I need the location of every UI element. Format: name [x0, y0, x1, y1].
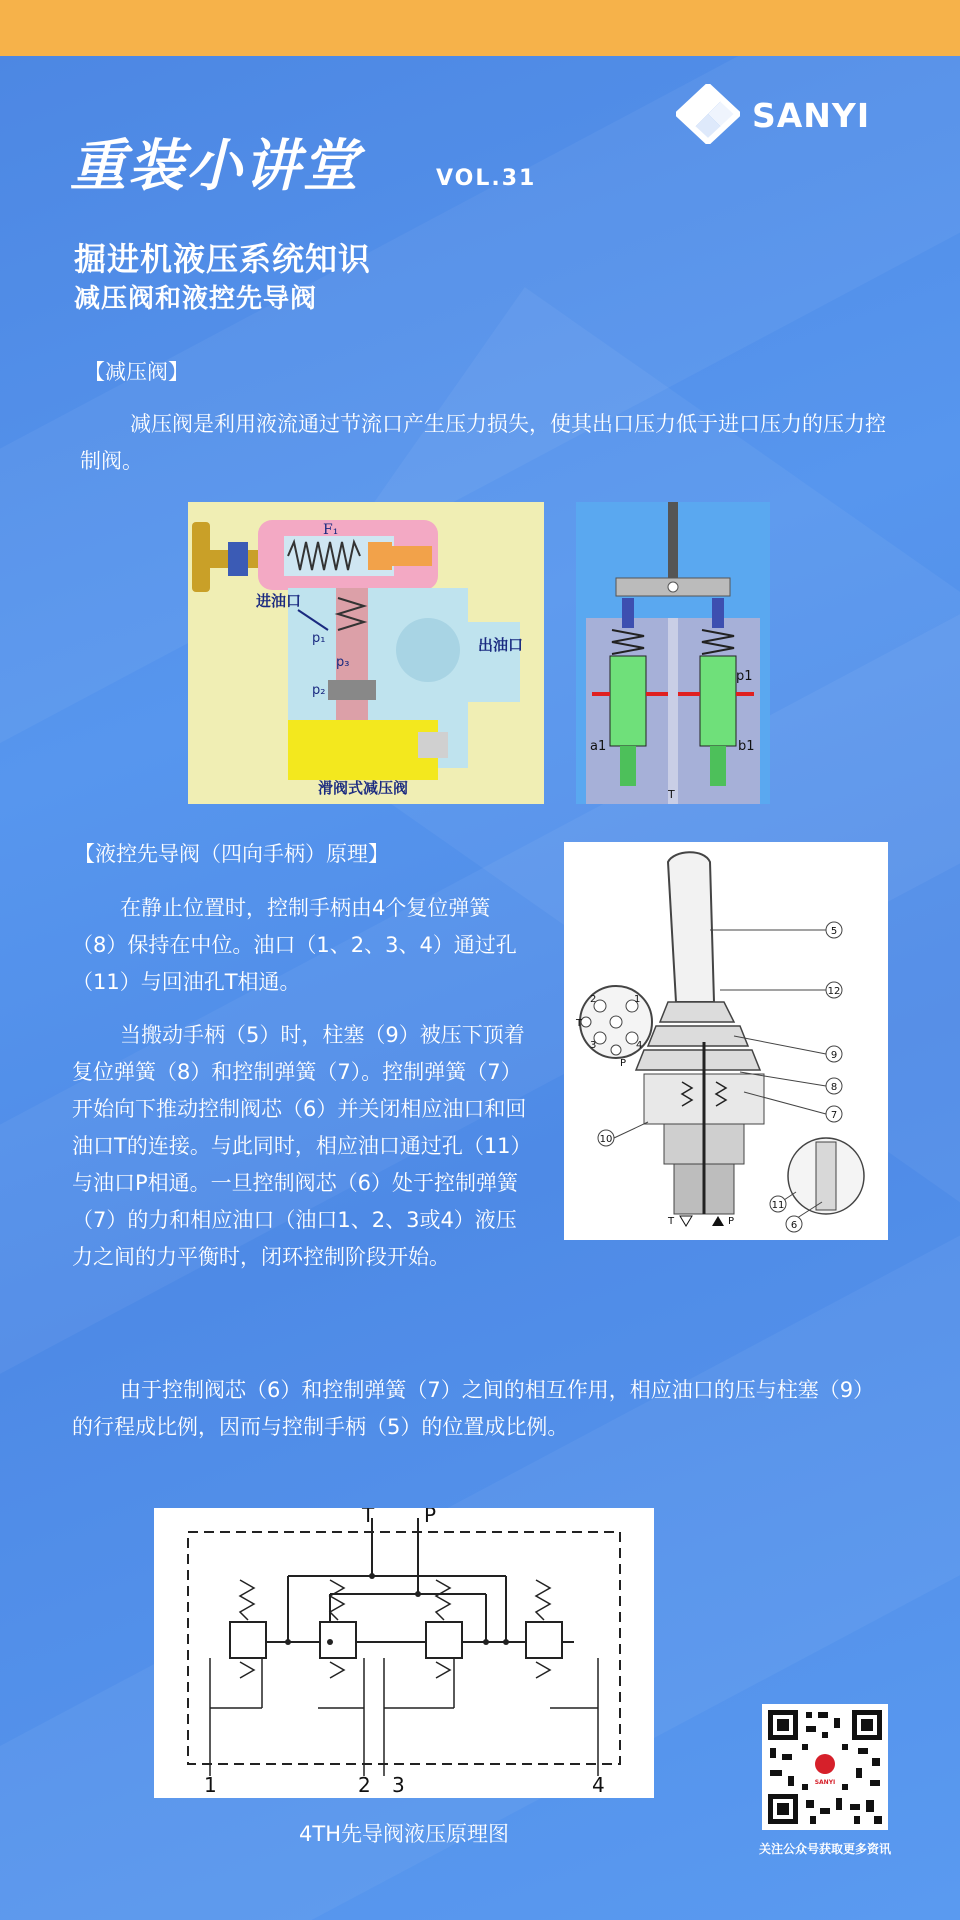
series-title: 重装小讲堂: [70, 134, 360, 199]
label-right-t: T: [668, 788, 675, 801]
label-inlet: 进油口: [256, 592, 302, 610]
sanyi-logo-icon: [676, 84, 740, 144]
section-heading-reducing-valve: 【减压阀】: [84, 360, 189, 384]
label-b1: b1: [738, 739, 755, 754]
qr-note: 关注公众号获取更多资讯: [758, 1842, 891, 1856]
label-outlet: 出油口: [478, 636, 524, 654]
top-accent-bar: [0, 0, 960, 56]
label-right-p1: p1: [736, 669, 753, 684]
port-label-p: P: [620, 1058, 627, 1069]
sanyi-logo: [676, 84, 886, 144]
volume-number: VOL.31: [436, 166, 537, 191]
callout-12: 12: [827, 986, 841, 997]
callout-10: 10: [599, 1134, 613, 1145]
section-heading-pilot-valve: 【液控先导阀（四向手柄）原理】: [74, 842, 389, 866]
schematic-caption: 4TH先导阀液压原理图: [299, 1822, 509, 1846]
spool-reducing-valve-diagram: [188, 502, 544, 804]
brand-name: SANYI: [752, 96, 871, 135]
schematic-label-t: T: [362, 1508, 375, 1527]
label-p1: p₁: [312, 631, 326, 646]
port-label-2: 2: [590, 994, 597, 1005]
callout-7: 7: [830, 1110, 838, 1121]
schematic-label-2: 2: [358, 1773, 371, 1797]
bottom-label-p: P: [728, 1216, 735, 1227]
reducing-valve-description: 减压阀是利用液流通过节流口产生压力损失，使其出口压力低于进口压力的压力控制阀。: [80, 412, 886, 473]
hydraulic-schematic-diagram: [154, 1508, 654, 1798]
port-label-3: 3: [590, 1040, 597, 1051]
label-f1: F₁: [323, 522, 339, 538]
callout-5: 5: [830, 926, 838, 937]
qr-code[interactable]: [762, 1704, 888, 1830]
topic-subtitle: 减压阀和液控先导阀: [74, 284, 318, 314]
pilot-valve-section-diagram: [576, 502, 770, 804]
bottom-label-t: T: [668, 1216, 675, 1227]
port-label-t: T: [576, 1018, 583, 1029]
label-a1: a1: [590, 739, 607, 754]
qr-brand-mark: SANYI: [814, 1779, 836, 1786]
proportional-control-para: 由于控制阀芯（6）和控制弹簧（7）之间的相互作用，相应油口的压与柱塞（9）的行程成比例，因而与控制手柄（5）的位置成比例。: [72, 1378, 875, 1439]
port-label-4: 4: [636, 1040, 643, 1051]
label-p2: p₂: [312, 683, 326, 698]
pilot-valve-para-2: 当搬动手柄（5）时，柱塞（9）被压下顶着复位弹簧（8）和控制弹簧（7）。控制弹簧（7）开始向下推动控制阀芯（6）并关闭相应油口和回油口T的连接。与此同时，相应油口通过孔（11）与油口P相通。一旦控制阀芯（6）处于控制弹簧（7）的力和相应油口（油口1、2、3或4）液压力之间的力平衡时，闭环控制阶段开始。: [72, 1023, 532, 1269]
port-label-1: 1: [634, 994, 641, 1005]
qr-code-icon: [762, 1704, 888, 1830]
schematic-label-4: 4: [592, 1773, 605, 1797]
label-p3: p₃: [336, 655, 350, 670]
topic-title: 掘进机液压系统知识: [74, 240, 372, 278]
pilot-valve-para-1: 在静止位置时，控制手柄由4个复位弹簧（8）保持在中位。油口（1、2、3、4）通过孔（11）与回油孔T相通。: [72, 896, 517, 994]
schematic-label-p: P: [424, 1508, 437, 1527]
joystick-pilot-valve-diagram: [564, 842, 888, 1240]
callout-8: 8: [830, 1082, 838, 1093]
schematic-label-3: 3: [392, 1773, 405, 1797]
callout-9: 9: [830, 1050, 838, 1061]
label-diagram-caption: 滑阀式减压阀: [318, 779, 409, 797]
callout-6: 6: [790, 1220, 798, 1231]
callout-11: 11: [771, 1200, 785, 1211]
schematic-label-1: 1: [204, 1773, 217, 1797]
